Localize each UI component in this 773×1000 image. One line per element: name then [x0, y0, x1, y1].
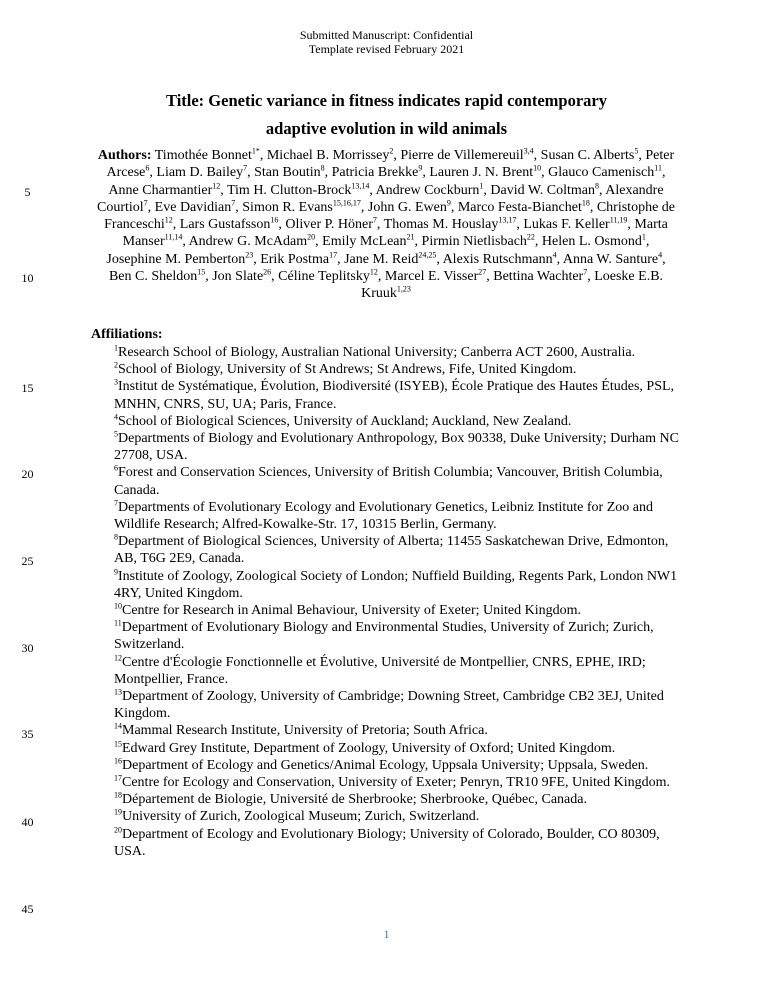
author [180, 217, 279, 232]
author-affiliation-index: 1 [641, 232, 646, 242]
author-name: Peter Arcese [106, 148, 675, 181]
author-name: Helen L. Osmond [541, 234, 642, 250]
author-name: Oliver P. Höner [285, 217, 373, 233]
author-affiliation-index: 15 [197, 267, 206, 277]
author-name: John G. Ewen [367, 199, 447, 215]
author [260, 252, 337, 267]
author-affiliation-index: 12 [164, 215, 173, 225]
author-affiliation-index: 8 [595, 180, 599, 190]
author-affiliation-index: 11,14 [164, 232, 183, 242]
author-name: Patricia Brekke [331, 165, 419, 181]
affiliation-number: 6 [114, 463, 118, 473]
author-affiliation-index: 12 [369, 267, 378, 277]
author [523, 217, 627, 232]
author-affiliation-index: 12 [212, 180, 221, 190]
author-name: Bettina Wachter [493, 269, 584, 285]
author-name: Tim H. Clutton-Brock [226, 182, 352, 198]
author [458, 200, 590, 215]
author [429, 165, 541, 180]
affiliation-number: 2 [114, 360, 118, 370]
affiliation-text: Forest and Conservation Sciences, University of British Columbia; Vancouver, British Columbia, Canada. [114, 465, 663, 498]
author-affiliation-index: 1* [251, 146, 260, 156]
author-affiliation-index: 9 [418, 163, 423, 173]
author-name: Ben C. Sheldon [108, 269, 198, 285]
author-affiliation-index: 4 [658, 250, 663, 260]
affiliation-number: 9 [114, 566, 118, 576]
affiliation-item [114, 654, 682, 688]
author-name: Pierre de Villemereuil [400, 148, 524, 163]
author-name: Jon Slate [212, 269, 264, 285]
affiliation-number: 15 [114, 739, 122, 749]
affiliation-text: Institut de Systématique, Évolution, Biodiversité (ISYEB), École Pratique des Hautes Études, PSL, MNHN, CNRS, SU, UA; Paris, France. [114, 379, 675, 412]
affiliation-text: Departments of Evolutionary Ecology and Evolutionary Genetics, Leibniz Institute for Zoo and Wildlife Research; Alfred-Kowalke-Str. 17, 10315 Berlin, Germany. [114, 499, 653, 533]
affiliation-item [114, 602, 682, 619]
running-header-line-2: Template revised February 2021 [308, 42, 465, 56]
affiliation-number: 11 [114, 618, 122, 628]
author [155, 200, 236, 215]
author [226, 180, 370, 198]
affiliation-text: Department of Biological Sciences, University of Alberta; 11455 Saskatchewan Drive, Edmonton, AB, T6G 2E9, Canada. [114, 534, 669, 567]
author [189, 234, 316, 249]
author [109, 269, 205, 284]
author-affiliation-index: 13,17 [498, 215, 517, 225]
paper-title-line-1: Title: Genetic variance in fitness indicates rapid contemporary [165, 91, 607, 110]
author-affiliation-index: 11 [654, 163, 662, 173]
author-affiliation-index: 7 [231, 198, 236, 208]
line-number: 35 [21, 727, 34, 741]
affiliation-item [114, 464, 682, 498]
affiliation-text: Edward Grey Institute, Department of Zoology, University of Oxford; United Kingdom. [122, 740, 616, 756]
affiliation-number: 13 [114, 687, 122, 697]
author-affiliation-index: 2 [389, 146, 394, 156]
line-number: 45 [21, 902, 34, 916]
affiliation-text: Research School of Biology, Australian National University; Canberra ACT 2600, Australia. [118, 345, 636, 360]
author-affiliation-index: 7 [243, 163, 248, 173]
affiliation-item [114, 808, 682, 825]
affiliation-item [114, 361, 682, 378]
paper-title-line-2: adaptive evolution in wild animals [265, 119, 508, 138]
affiliation-item [114, 791, 682, 808]
affiliation-number: 19 [114, 807, 122, 817]
affiliation-item [114, 499, 682, 533]
author-name: Liam D. Bailey [156, 165, 244, 181]
author [385, 269, 486, 284]
affiliation-number: 3 [114, 377, 118, 387]
author-name: Anne Charmantier [108, 182, 213, 198]
author-affiliation-index: 4 [552, 250, 557, 260]
affiliations-list [114, 344, 682, 860]
author-affiliation-index: 11,19 [609, 215, 628, 225]
affiliation-text: Centre d'Écologie Fonctionnelle et Évolutive, Université de Montpellier, CNRS, EPHE, IRD; Montpellier, France. [114, 654, 646, 687]
author-affiliation-index: 9 [446, 198, 451, 208]
author [156, 165, 247, 180]
author [332, 165, 423, 180]
author-name: Anna W. Santure [562, 251, 659, 267]
author [400, 148, 533, 163]
affiliation-item [114, 740, 682, 757]
author-name: Eve Davidian [154, 199, 232, 215]
author-affiliation-index: 7 [143, 198, 148, 208]
author-name: David W. Coltman [490, 182, 595, 198]
author-affiliation-index: 5 [634, 146, 639, 156]
author [368, 200, 451, 215]
affiliation-item [114, 826, 682, 860]
affiliation-text: Centre for Research in Animal Behaviour, University of Exeter; United Kingdom. [122, 603, 581, 619]
author-name: Marco Festa-Bianchet [457, 199, 582, 215]
author [212, 269, 271, 284]
author-affiliation-index: 1 [479, 180, 484, 190]
author-name: Glauco Camenisch [548, 165, 655, 181]
affiliation-text: Département de Biologie, Université de Sherbrooke; Sherbrooke, Québec, Canada. [122, 792, 587, 808]
line-number: 30 [21, 641, 34, 655]
affiliation-item [114, 378, 682, 412]
author-affiliation-index: 18 [581, 198, 590, 208]
author [344, 252, 436, 267]
line-number: 25 [21, 554, 34, 568]
author [242, 200, 361, 215]
author [542, 234, 646, 249]
author-name: Marta Manser [122, 217, 668, 250]
affiliation-text: School of Biological Sciences, University of Auckland; Auckland, New Zealand. [118, 413, 572, 429]
affiliation-item [114, 722, 682, 739]
author-affiliation-index: 27 [478, 267, 487, 277]
author-affiliation-index: 22 [526, 232, 535, 242]
affiliation-number: 8 [114, 532, 118, 542]
affiliation-text: Centre for Ecology and Conservation, University of Exeter; Penryn, TR10 9FE, United Kingdom. [122, 775, 670, 791]
affiliation-item [114, 757, 682, 774]
affiliation-item [114, 688, 682, 722]
affiliation-number: 4 [114, 412, 118, 422]
affiliation-number: 14 [114, 721, 122, 731]
affiliation-text: University of Zurich, Zoological Museum; Zurich, Switzerland. [122, 809, 480, 825]
author-name: Thomas M. Houslay [383, 217, 499, 233]
line-number: 15 [21, 381, 34, 395]
author-affiliation-index: 10 [533, 163, 542, 173]
author-name: Erik Postma [260, 251, 330, 267]
author-affiliation-index: 1,23 [396, 284, 411, 294]
affiliation-number: 7 [114, 498, 118, 508]
author [322, 234, 414, 249]
line-number: 20 [21, 467, 34, 481]
affiliation-text: Department of Zoology, University of Cambridge; Downing Street, Cambridge CB2 3EJ, United Kingdom. [114, 689, 664, 722]
author-name: Alexandre Courtiol [97, 182, 664, 215]
author-affiliation-index: 7 [583, 267, 588, 277]
author-affiliation-index: 17 [329, 250, 338, 260]
author [422, 234, 535, 249]
author-affiliation-index: 13,14 [351, 180, 370, 190]
author [155, 148, 260, 163]
author-name: Simon R. Evans [242, 199, 333, 215]
author-name: Josephine M. Pemberton [106, 251, 246, 267]
author-list: Authors: Timothée Bonnet$^{1*}$, Michael B. Morrissey$^2$, Pierre de Villemereuil$^{3,4}$, Susan C. Alberts$^5$, Peter Arcese$^6$, Liam D. Bailey$^7$, Stan Boutin$^8$, Patricia Brekke$^9$, Lauren J. N. Brent$^{10}$, Glauco Camenisch$^{11}$, Anne Charmantier$^{12}$, Tim H. Clutton-Brock$^{13,14}$, Andrew Cockburn$^1$, David W. Coltman$^8$, Alexandre Courtiol$^7$, Eve Davidian$^7$, Simon R. Evans$^{15,16,17}$, John G. Ewen$^9$, Marco Festa-Bianchet$^{18}$, Christophe de Franceschi$^{12}$, Lars Gustafsson$^{16}$, Oliver P. Höner$^7$, Thomas M. Houslay$^{13,17}$, Lukas F. Keller$^{11,19}$, Marta Manser$^{11,14}$, Andrew G. McAdam$^{20}$, Emily McLean$^{21}$, Pirmin Nietlisbach$^{22}$, Helen L. Osmond$^1$, Josephine M. Pemberton$^{23}$, Erik Postma$^{17}$, Jane M. Reid$^{24,25}$, Alexis Rutschmann$^4$, Anna W. Santure$^4$, Ben C. Sheldon$^{15}$, Jon Slate$^{26}$, Céline Teplitsky$^{12}$, Marcel E. Visser$^{27}$, Bettina Wachter$^7$, Loeske E.B. Kruuk$^{1,23}$ [97, 146, 675, 302]
author-name: Andrew G. McAdam [188, 234, 308, 250]
affiliation-text: Mammal Research Institute, University of Pretoria; South Africa. [122, 723, 488, 739]
affiliation-text: Departments of Biology and Evolutionary Anthropology, Box 90338, Duke University; Durham NC 27708, USA. [114, 431, 679, 464]
author-name: Loeske E.B. Kruuk [361, 269, 664, 302]
author-name: Pirmin Nietlisbach [421, 234, 527, 250]
author [563, 252, 662, 267]
author-affiliation-index: 8 [320, 163, 325, 173]
author [267, 148, 393, 163]
author [375, 180, 484, 198]
affiliation-number: 10 [114, 601, 122, 611]
affiliation-number: 12 [114, 653, 122, 662]
page-number: 1 [383, 927, 390, 941]
affiliation-item [114, 619, 682, 653]
author-name: Céline Teplitsky [278, 269, 370, 285]
author-name: Michael B. Morrissey [266, 148, 390, 163]
affiliation-text: Department of Ecology and Genetics/Animal Ecology, Uppsala University; Uppsala, Sweden. [122, 757, 649, 773]
affiliation-number: 1 [114, 343, 118, 353]
author [106, 252, 253, 267]
author [108, 180, 221, 198]
affiliation-item [114, 430, 682, 464]
author-affiliation-index: 16 [270, 215, 279, 225]
author-name: Lars Gustafsson [179, 217, 271, 233]
line-number: 10 [21, 271, 34, 285]
line-number: 5 [24, 185, 31, 199]
author-affiliation-index: 7 [372, 215, 377, 225]
author-name: Stan Boutin [254, 165, 321, 181]
author [541, 148, 639, 163]
author-affiliation-index: 3,4 [523, 146, 534, 156]
affiliation-text: School of Biology, University of St Andrews; St Andrews, Fife, United Kingdom. [118, 362, 577, 378]
author [278, 269, 378, 284]
affiliations-heading: Affiliations: [91, 327, 163, 342]
author-name: Lauren J. N. Brent [429, 165, 534, 181]
affiliation-item [114, 568, 682, 602]
author [285, 217, 377, 232]
author-affiliation-index: 15,16,17 [332, 198, 361, 208]
author-affiliation-index: 21 [406, 232, 415, 242]
affiliation-text: Department of Ecology and Evolutionary Biology; University of Colorado, Boulder, CO 80309, USA. [114, 826, 660, 859]
author-name: Susan C. Alberts [540, 148, 635, 163]
affiliation-number: 5 [114, 429, 118, 439]
author-name: Christophe de Franceschi [104, 199, 675, 233]
author-name: Jane M. Reid [344, 251, 419, 267]
affiliation-number: 20 [114, 825, 122, 835]
author [443, 252, 557, 267]
author-affiliation-index: 23 [245, 250, 254, 260]
author-name: Emily McLean [322, 234, 407, 250]
author-name: Alexis Rutschmann [442, 251, 553, 267]
author [548, 165, 662, 180]
affiliation-number: 18 [114, 790, 122, 800]
author [384, 217, 517, 232]
affiliation-item [114, 344, 682, 361]
affiliation-item [114, 413, 682, 430]
author-name: Lukas F. Keller [523, 217, 610, 233]
author-affiliation-index: 26 [263, 267, 272, 277]
line-number: 40 [21, 815, 34, 829]
author [254, 165, 325, 180]
affiliation-item [114, 533, 682, 567]
author-affiliation-index: 6 [145, 163, 150, 173]
affiliation-item [114, 774, 682, 791]
author-affiliation-index: 20 [307, 232, 316, 242]
running-header-line-1: Submitted Manuscript: Confidential [299, 28, 474, 42]
affiliation-number: 16 [114, 756, 122, 766]
author-name: Timothée Bonnet [154, 148, 252, 163]
author-affiliation-index: 24,25 [418, 250, 437, 260]
author [493, 269, 587, 284]
author [490, 180, 599, 198]
affiliation-text: Institute of Zoology, Zoological Society of London; Nuffield Building, Regents Park, London NW1 4RY, United Kingdom. [114, 568, 678, 601]
author-name: Andrew Cockburn [375, 182, 480, 198]
author-name: Marcel E. Visser [384, 269, 479, 285]
affiliation-text: Department of Evolutionary Biology and Environmental Studies, University of Zurich; Zurich, Switzerland. [114, 620, 654, 653]
affiliation-number: 17 [114, 773, 122, 783]
authors-label: Authors: [97, 148, 152, 163]
